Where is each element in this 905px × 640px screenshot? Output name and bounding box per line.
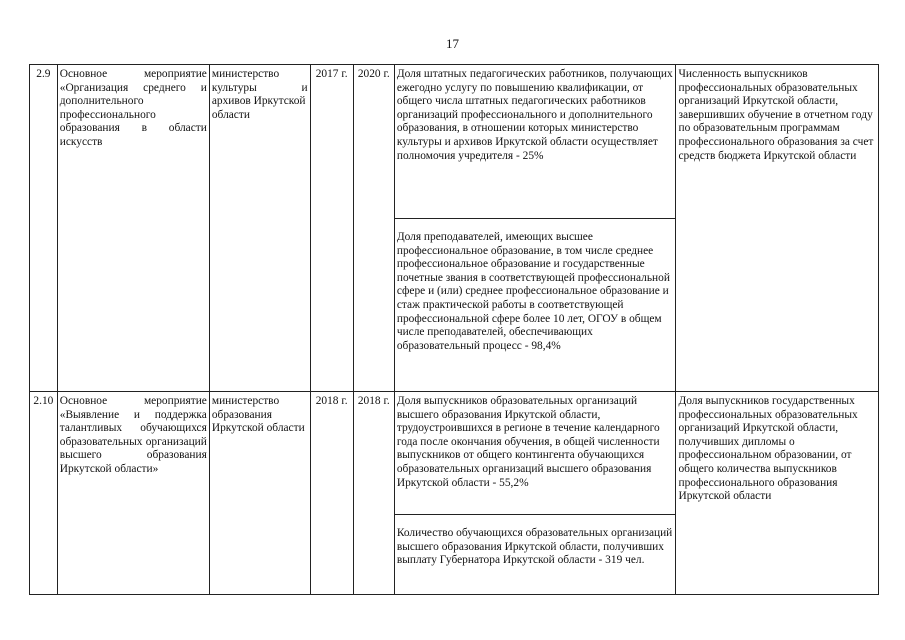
table-row bbox=[30, 65, 879, 219]
indicator-text: Доля штатных педагогических работников, получающих ежегодно услугу по повышению квалификации, от общего числа штатных педагогических работников организаций профессионального и дополнительного образования, в отношении которых министерство культуры и архивов Иркутской области осуществляет полномочия учредителя - 25% bbox=[394, 65, 676, 219]
expected-result: Доля выпускников государственных профессиональных образовательных организаций Иркутской области, получивших дипломы о профессиональном образовании, от общего количества выпускников профессионального образования Иркутской области bbox=[676, 392, 879, 595]
row-number: 2.10 bbox=[30, 392, 58, 595]
start-year: 2018 г. bbox=[310, 392, 353, 595]
program-activities-table bbox=[29, 64, 879, 595]
table-row bbox=[30, 392, 879, 515]
executor-line: министерство bbox=[211, 68, 280, 80]
activity-name: Основное мероприятие «Организация среднего и дополнительного профессионального образования в области искусств bbox=[57, 65, 209, 392]
indicator-text: Доля выпускников образовательных организаций высшего образования Иркутской области, трудоустроившихся в регионе в течение календарного года после окончания обучения, в общей численности выпускников от общего контингента обучающихся образовательных организаций высшего образования Иркутской области - 55,2% bbox=[394, 392, 676, 515]
indicator-text: Количество обучающихся образовательных организаций высшего образования Иркутской области, получивших выплату Губернатора Иркутской области - 319 чел. bbox=[394, 515, 676, 595]
executor-cell: министерство образования Иркутской области bbox=[209, 392, 310, 595]
executor-text: архивов Иркутской области bbox=[211, 95, 306, 121]
executor-line bbox=[212, 82, 308, 96]
page-number: 17 bbox=[446, 36, 459, 51]
end-year: 2018 г. bbox=[353, 392, 394, 595]
executor-cell bbox=[209, 65, 310, 392]
executor-word: культуры bbox=[211, 81, 257, 94]
indicator-text: Доля преподавателей, имеющих высшее профессиональное образование, в том числе среднее профессиональное образование и государственные почетные звания в соответствующей профессиональной сфере и (или) среднее профессиональное образование и стаж практической работы в соответствующей профессиональной сфере более 10 лет, ОГОУ в общем числе преподавателей, обеспечивающих образовательный процесс - 98,4% bbox=[394, 219, 676, 392]
expected-result: Численность выпускников профессиональных образовательных организаций Иркутской области, завершивших обучение в отчетном году по образовательным программам профессионального образования за счет средств бюджета Иркутской области bbox=[676, 65, 879, 392]
start-year: 2017 г. bbox=[310, 65, 353, 392]
activity-name: Основное мероприятие «Выявление и поддержка талантливых обучающихся образовательных организаций высшего образования Иркутской области» bbox=[57, 392, 209, 595]
row-number: 2.9 bbox=[30, 65, 58, 392]
executor-word: и bbox=[301, 81, 308, 94]
end-year: 2020 г. bbox=[353, 65, 394, 392]
